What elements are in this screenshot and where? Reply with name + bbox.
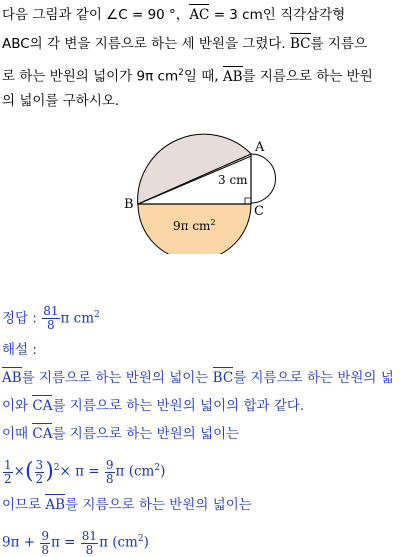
question-text: 의 넓이를 구하시오. <box>2 93 120 109</box>
fraction-denominator: 2 <box>35 471 44 486</box>
fraction <box>81 530 98 557</box>
question-line-4 <box>2 92 119 110</box>
explanation-text: 이와 <box>2 398 33 414</box>
explanation-line-5 <box>2 496 252 514</box>
calc-line-2 <box>2 526 149 557</box>
calc-text: × π = <box>59 463 104 480</box>
fraction-numerator: 3 <box>35 457 44 472</box>
segment-ab: AB <box>222 68 243 85</box>
label-area-sup: 2 <box>210 218 216 227</box>
answer-tail: π cm <box>60 310 95 327</box>
label-c: C <box>254 204 264 219</box>
calc-text: π = <box>51 534 80 551</box>
fraction-numerator: 81 <box>81 528 98 543</box>
explanation-text: 를 지름으로 하는 반원의 넓이의 합과 같다. <box>52 398 305 414</box>
fraction-denominator: 8 <box>105 471 114 486</box>
fraction <box>3 459 13 486</box>
segment-ca: CA <box>32 426 53 442</box>
fraction <box>105 459 115 486</box>
fraction-denominator: 8 <box>47 318 55 332</box>
fraction-numerator: 81 <box>43 304 59 318</box>
superscript: 2 <box>154 463 161 473</box>
explanation-text: 를 지름으로 하는 반원의 넓 <box>233 370 394 386</box>
calc-text: π (cm <box>115 463 155 480</box>
fraction <box>35 459 45 486</box>
segment-ac: AC <box>189 7 210 23</box>
fraction <box>40 530 50 557</box>
explanation-text: 를 지름으로 하는 반원의 넓이는 <box>21 370 213 386</box>
superscript: 2 <box>178 68 184 78</box>
fraction-denominator: 2 <box>4 471 12 486</box>
paren-open: ( <box>24 459 34 484</box>
segment-ca: CA <box>32 398 53 414</box>
fraction-denominator: 8 <box>41 542 49 557</box>
question-text: ABC의 각 변을 지름으로 하는 세 반원을 그렸다. <box>2 36 291 52</box>
question-line-3 <box>2 64 373 86</box>
explanation-heading-text: 해설 : <box>2 342 37 358</box>
superscript: 2 <box>137 534 144 544</box>
superscript: 2 <box>94 310 100 320</box>
times-sign: × <box>13 463 25 480</box>
semicircle-figure <box>118 132 318 254</box>
fraction-numerator: 9 <box>105 457 114 472</box>
question-text: 를 지름으로 하는 반원 <box>242 68 373 85</box>
label-ac-length: 3 cm <box>218 173 248 187</box>
explanation-line-1 <box>2 369 394 387</box>
calc-text: ) <box>143 534 149 551</box>
question-text: 로 하는 반원의 넓이가 9π cm <box>2 68 179 85</box>
calc-text: π (cm <box>99 534 138 551</box>
explanation-text: 를 지름으로 하는 반원의 넓이는 <box>52 426 240 442</box>
fraction-numerator: 1 <box>4 457 12 472</box>
question-line-1 <box>2 6 345 24</box>
label-a: A <box>255 140 265 155</box>
question-line-2 <box>2 35 367 53</box>
question-text: 를 지름으 <box>310 36 367 52</box>
segment-bc: BC <box>290 36 311 52</box>
right-angle-mark <box>245 198 251 204</box>
label-area-value: 9π cm <box>173 219 211 233</box>
semicircle-ac <box>251 154 276 203</box>
explanation-heading <box>2 341 37 359</box>
calc-line-1 <box>2 455 165 486</box>
question-text: = 3 cm인 직각삼각형 <box>209 7 346 23</box>
fraction-numerator: 9 <box>41 528 49 543</box>
paren-close: ) <box>45 459 54 484</box>
segment-bc: BC <box>212 370 234 386</box>
label-area <box>173 218 216 233</box>
explanation-line-3 <box>2 425 239 443</box>
segment-ab: AB <box>2 370 22 386</box>
explanation-text: 를 지름으로 하는 반원의 넓이는 <box>65 497 252 513</box>
answer-fraction <box>42 305 59 332</box>
answer-label: 정답 : <box>2 310 42 327</box>
calc-text: ) <box>160 463 166 480</box>
calc-text: 9π + <box>2 534 40 551</box>
question-text: 다음 그림과 같이 ∠C = 90 °， <box>2 7 190 23</box>
semicircle-ab <box>138 134 253 204</box>
explanation-line-2 <box>2 397 304 415</box>
explanation-text: 이때 <box>2 426 33 442</box>
label-b: B <box>124 197 134 212</box>
segment-ab: AB <box>45 497 66 513</box>
answer-line <box>2 305 100 332</box>
question-text: 일 때, <box>183 68 223 85</box>
fraction-denominator: 8 <box>85 542 94 557</box>
superscript: 2 <box>53 463 60 473</box>
explanation-text: 이므로 <box>2 497 46 513</box>
